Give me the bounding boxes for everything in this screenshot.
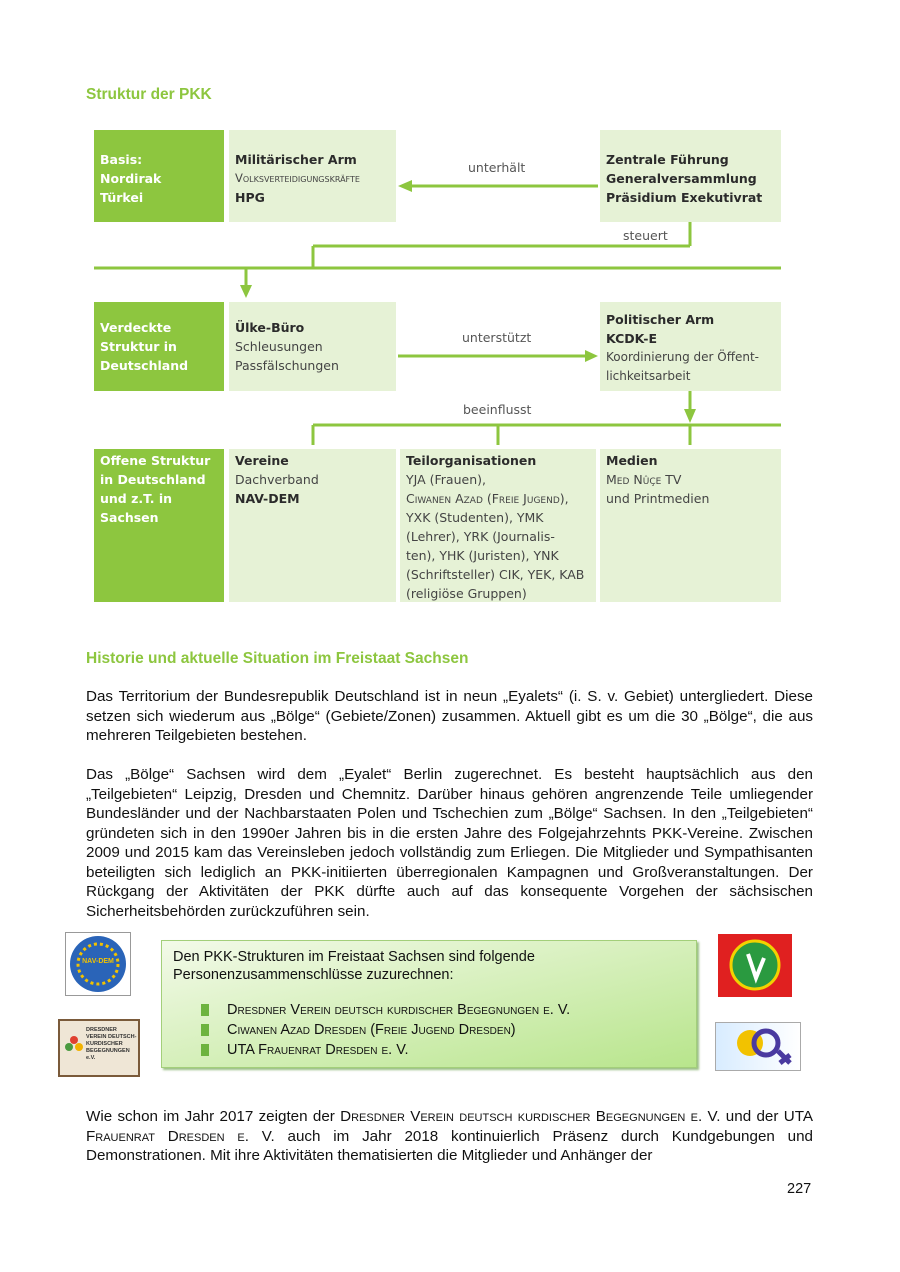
military-title: Militärischer Arm bbox=[235, 152, 357, 167]
paragraph-2: Das „Bölge“ Sachsen wird dem „Eyalet“ Berlin zugerechnet. Es besteht hauptsächlich aus den „Teilgebieten“ Leipzig, Dresden und Chemnitz. Darüber hinaus gehören angrenzende Teile umliegender Bundesländer und der Nachbarstaaten Polen und Tschechien zum „Bölge“ Sachsen. In den „Teilgebieten“ gründeten sich in den 1990er Jahren bis in die ersten Jahre des Folgejahrzehnts PKK-Vereine. Zwischen 2009 und 2015 kam das Vereinsleben jedoch vollständig zum Erliegen. Die Mitglieder und Sympathisanten beteiligten sich lediglich an PKK-initiierten überregionalen Kampagnen und Großveranstaltungen. Der Rückgang der Aktivitäten der PKK dürfte auch auf das konsequente Vorgehen der sächsischen Sicherheitsbehörden zurückzuführen sein. bbox=[86, 766, 813, 920]
teil-line: Ciwanen Azad (Freie Jugend), bbox=[406, 491, 569, 506]
uelke-title: Ülke-Büro bbox=[235, 320, 305, 335]
basis-line: Basis: bbox=[100, 152, 143, 167]
medien-title: Medien bbox=[606, 453, 658, 468]
arrowhead-right bbox=[585, 350, 598, 362]
section-heading-struktur: Struktur der PKK bbox=[86, 86, 212, 103]
teil-line: ten), YHK (Juristen), YNK bbox=[406, 548, 559, 563]
teil-line: YXK (Studenten), YMK bbox=[406, 510, 544, 525]
political-line: Koordinierung der Öffent- bbox=[606, 350, 760, 364]
covert-line: Struktur in bbox=[100, 339, 177, 354]
navdem-logo-text: NAV-DEM bbox=[82, 958, 114, 965]
callout-item-text: Dresdner Verein deutsch kurdischer Begegnungen e. V. bbox=[227, 1002, 571, 1018]
p3-part: V. auch im Jahr 2018 kontinuierlich Präsenz durch Kundgebungen und Demonstrationen. Mit ihre Aktivitäten thematisierten die Mitglieder und Anhänger der bbox=[86, 1127, 813, 1164]
bullet-square-icon bbox=[201, 1024, 209, 1036]
teil-line: (Schriftsteller) CIK, YEK, KAB bbox=[406, 567, 585, 582]
political-title: Politischer Arm bbox=[606, 312, 715, 327]
teil-line: (Lehrer), YRK (Journalis- bbox=[406, 529, 555, 544]
vereine-abbr: NAV-DEM bbox=[235, 491, 300, 506]
diagram-connectors bbox=[0, 0, 900, 620]
political-line: lichkeitsarbeit bbox=[606, 369, 691, 383]
ciwanen-azad-logo bbox=[718, 934, 792, 997]
page-number: 227 bbox=[787, 1181, 812, 1197]
open-line: in Deutschland bbox=[100, 472, 206, 487]
open-line: und z.T. in bbox=[100, 491, 173, 506]
teil-line: YJA (Frauen), bbox=[406, 472, 486, 487]
arrowhead-down bbox=[240, 285, 252, 298]
flower-icon bbox=[64, 1035, 84, 1055]
arrowhead-left bbox=[398, 180, 412, 192]
uelke-line: Passfälschungen bbox=[235, 358, 339, 373]
frauenrat-logo bbox=[715, 1022, 801, 1071]
vereine-line: Dachverband bbox=[235, 472, 319, 487]
p3-part: und der UTA bbox=[720, 1108, 813, 1125]
open-line: Offene Struktur bbox=[100, 453, 211, 468]
military-sub: Volksverteidigungskräfte bbox=[235, 171, 360, 185]
covert-line: Deutschland bbox=[100, 358, 189, 373]
p3-smallcaps: Frauenrat Dresden e. bbox=[86, 1127, 249, 1145]
label-steuert-text: steuert bbox=[623, 228, 668, 243]
verein-logo-text: DRESDNER VEREIN DEUTSCH-KURDISCHER BEGEGNUNGEN e.V. bbox=[86, 1027, 137, 1061]
uelke-line: Schleusungen bbox=[235, 339, 323, 354]
central-line: Zentrale Führung bbox=[606, 152, 729, 167]
central-line: Generalversammlung bbox=[606, 171, 757, 186]
pkk-groups-callout bbox=[161, 940, 697, 1068]
political-abbr: KCDK-E bbox=[606, 331, 658, 346]
dresdner-verein-logo bbox=[58, 1019, 140, 1077]
callout-list-item bbox=[201, 1020, 685, 1040]
teil-title: Teilorganisationen bbox=[406, 453, 537, 468]
paragraph-3 bbox=[86, 1107, 813, 1166]
vereine-title: Vereine bbox=[235, 453, 289, 468]
medien-line: und Printmedien bbox=[606, 491, 710, 506]
basis-line: Türkei bbox=[100, 190, 144, 205]
basis-line: Nordirak bbox=[100, 171, 162, 186]
arrowhead-down-2 bbox=[684, 409, 696, 423]
p3-part: Wie schon im Jahr 2017 zeigten der bbox=[86, 1108, 341, 1125]
teil-line: (religiöse Gruppen) bbox=[406, 586, 527, 601]
ciwanen-emblem-icon bbox=[718, 934, 792, 997]
central-line: Präsidium Exekutivrat bbox=[606, 190, 763, 205]
bullet-square-icon bbox=[201, 1004, 209, 1016]
callout-list bbox=[201, 1000, 685, 1060]
p3-smallcaps: Dresdner Verein deutsch kurdischer Begegnungen e. V. bbox=[340, 1108, 721, 1125]
open-line: Sachsen bbox=[100, 510, 159, 525]
paragraph-1: Das Territorium der Bundesrepublik Deutschland ist in neun „Eyalets“ (i. S. v. Gebiet) untergliedert. Diese setzen sich wiederum aus „Bölge“ (Gebiete/Zonen) zusammen. Aktuell gibt es um die 30 „Bölge“, die aus mehreren Teilgebieten bestehen. bbox=[86, 688, 813, 744]
covert-line: Verdeckte bbox=[100, 320, 172, 335]
callout-list-item bbox=[201, 1000, 685, 1020]
section-heading-historie: Historie und aktuelle Situation im Freistaat Sachsen bbox=[86, 650, 469, 667]
callout-list-item bbox=[201, 1040, 685, 1060]
bullet-square-icon bbox=[201, 1044, 209, 1056]
medien-line: Med Nûçe TV bbox=[606, 472, 682, 487]
navdem-logo bbox=[65, 932, 131, 996]
label-beeinflusst: beeinflusst bbox=[463, 402, 532, 417]
label-unterhaelt: unterhält bbox=[468, 160, 526, 175]
female-symbol-icon bbox=[716, 1023, 802, 1072]
label-unterstuetzt: unterstützt bbox=[462, 330, 532, 345]
callout-item-text: UTA Frauenrat Dresden e. V. bbox=[227, 1042, 409, 1058]
callout-intro: Den PKK-Strukturen im Freistaat Sachsen sind folgende Personenzusammenschlüsse zuzurechnen: bbox=[173, 949, 535, 983]
callout-item-text: Ciwanen Azad Dresden (Freie Jugend Dresden) bbox=[227, 1022, 516, 1038]
military-abbr: HPG bbox=[235, 190, 265, 205]
